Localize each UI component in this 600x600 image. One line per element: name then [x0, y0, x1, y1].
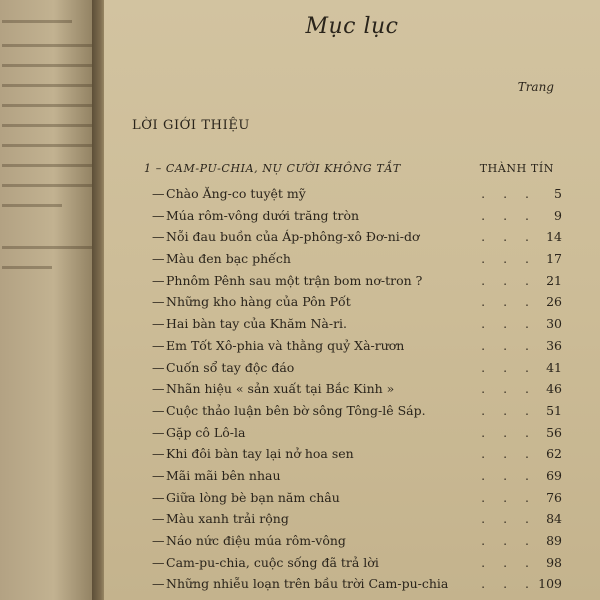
- entry-page-number: 51: [546, 402, 562, 418]
- entry-page-number: 5: [554, 186, 562, 201]
- dot-leader: . . .: [481, 446, 536, 462]
- entry-page-number: 46: [546, 381, 562, 397]
- entry-dash: —: [152, 186, 165, 201]
- entry-dash: —: [152, 229, 165, 245]
- toc-entry: [152, 357, 562, 379]
- toc-entry: [152, 183, 562, 205]
- entry-dash: —: [152, 381, 165, 397]
- faded-text-line: [2, 104, 92, 107]
- entry-page-number: 17: [546, 251, 562, 267]
- faded-text-line: [2, 44, 92, 47]
- entry-title: Náo nức điệu múa rôm-vông: [166, 533, 346, 548]
- entry-page-number: 56: [546, 424, 562, 440]
- entry-page-number: 9: [554, 207, 562, 223]
- entry-dash: —: [152, 511, 165, 527]
- entry-title: Giữa lòng bè bạn năm châu: [166, 489, 340, 505]
- toc-entry: [152, 205, 562, 227]
- entry-dash: —: [152, 359, 165, 375]
- faded-text-line: [2, 64, 92, 67]
- entry-page-number: 41: [546, 359, 562, 375]
- entry-dash: —: [152, 533, 165, 548]
- faded-text-line: [2, 246, 92, 249]
- entry-page-number: 69: [546, 467, 562, 483]
- toc-entry: [152, 443, 562, 465]
- dot-leader: . . .: [481, 272, 536, 288]
- toc-entry: [152, 378, 562, 400]
- entry-page-number: 89: [546, 533, 562, 548]
- dot-leader: . . .: [481, 424, 536, 440]
- dot-leader: . . .: [481, 251, 536, 267]
- dot-leader: . . .: [481, 576, 536, 592]
- dot-leader: . . .: [481, 554, 536, 570]
- entry-title: Cam-pu-chia, cuộc sống đã trả lời: [166, 554, 379, 570]
- entry-page-number: 30: [546, 316, 562, 332]
- dot-leader: . . .: [481, 381, 536, 397]
- entry-page-number: 98: [546, 554, 562, 570]
- dot-leader: . . .: [481, 294, 536, 310]
- entry-dash: —: [152, 576, 165, 592]
- introduction-heading: LỜI GIỚI THIỆU: [132, 118, 250, 133]
- entry-dash: —: [152, 402, 165, 418]
- toc-entry: [152, 487, 562, 509]
- faded-text-line: [2, 20, 72, 23]
- dot-leader: . . .: [481, 511, 536, 527]
- faded-text-line: [2, 84, 92, 87]
- faded-text-line: [2, 164, 92, 167]
- entry-title: Màu đen bạc phếch: [166, 251, 291, 267]
- faded-text-line: [2, 144, 92, 147]
- toc-entry: [152, 226, 562, 248]
- entry-title: Phnôm Pênh sau một trận bom nơ-tron ?: [166, 272, 423, 288]
- dot-leader: . . .: [481, 207, 536, 223]
- entry-page-number: 36: [546, 337, 562, 353]
- entry-title: Cuộc thảo luận bên bờ sông Tông-lê Sáp.: [166, 402, 426, 418]
- entry-dash: —: [152, 337, 165, 353]
- dot-leader: . . .: [481, 467, 536, 483]
- entry-dash: —: [152, 554, 165, 570]
- dot-leader: . . .: [481, 359, 536, 375]
- faded-text-line: [2, 184, 92, 187]
- dot-leader: . . .: [481, 533, 536, 548]
- dot-leader: . . .: [481, 229, 536, 245]
- entry-dash: —: [152, 294, 165, 310]
- toc-page: [104, 0, 600, 600]
- entry-page-number: 62: [546, 446, 562, 462]
- entry-title: Múa rôm-vông dưới trăng tròn: [166, 207, 360, 223]
- entry-page-number: 21: [546, 272, 562, 288]
- page-column-label: Trang: [517, 80, 554, 94]
- entry-dash: —: [152, 467, 165, 483]
- dot-leader: . . .: [481, 402, 536, 418]
- entry-title: Gặp cô Lô-la: [166, 424, 246, 440]
- toc-entry: [152, 508, 562, 530]
- entry-page-number: 76: [546, 489, 562, 505]
- entry-page-number: 84: [546, 511, 562, 527]
- dot-leader: . . .: [481, 186, 536, 201]
- page-title: Mục lục: [305, 14, 399, 39]
- entry-title: Những kho hàng của Pôn Pốt: [166, 294, 351, 310]
- entry-page-number: 14: [546, 229, 562, 245]
- dot-leader: . . .: [481, 337, 536, 353]
- entry-dash: —: [152, 489, 165, 505]
- faded-text-line: [2, 204, 62, 207]
- toc-entry: [152, 573, 562, 595]
- entry-title: Chào Ăng-co tuyệt mỹ: [166, 186, 306, 201]
- toc-entry: [152, 422, 562, 444]
- toc-entry: [152, 335, 562, 357]
- entry-page-number: 26: [546, 294, 562, 310]
- toc-entry: [152, 400, 562, 422]
- entry-title: Màu xanh trải rộng: [166, 511, 289, 527]
- toc-entry: [152, 270, 562, 292]
- toc-list: [152, 183, 562, 595]
- entry-title: Em Tốt Xô-phia và thằng quỷ Xà-rươn: [166, 337, 405, 353]
- toc-entry: [152, 530, 562, 552]
- entry-title: Khi đôi bàn tay lại nở hoa sen: [166, 446, 354, 462]
- dot-leader: . . .: [481, 316, 536, 332]
- entry-title: Mãi mãi bên nhau: [166, 467, 281, 483]
- toc-entry: [152, 313, 562, 335]
- entry-dash: —: [152, 251, 165, 267]
- section-heading: 1 – CAM-PU-CHIA, NỤ CƯỜI KHÔNG TẮT: [144, 162, 401, 175]
- entry-dash: —: [152, 272, 165, 288]
- toc-entry: [152, 552, 562, 574]
- toc-entry: [152, 465, 562, 487]
- dot-leader: . . .: [481, 489, 536, 505]
- toc-entry: [152, 248, 562, 270]
- entry-title: Nhãn hiệu « sản xuất tại Bắc Kinh »: [166, 381, 395, 397]
- entry-title: Những nhiễu loạn trên bầu trời Cam-pu-chia: [166, 576, 449, 592]
- entry-dash: —: [152, 316, 165, 332]
- entry-page-number: 109: [538, 576, 562, 592]
- faded-text-line: [2, 266, 52, 269]
- facing-page: [0, 0, 98, 600]
- toc-entry: [152, 291, 562, 313]
- entry-title: Hai bàn tay của Khăm Nà-ri.: [166, 316, 348, 332]
- entry-dash: —: [152, 207, 165, 223]
- entry-title: Cuốn sổ tay độc đáo: [166, 359, 295, 375]
- section-author: THÀNH TÍN: [479, 162, 554, 175]
- entry-dash: —: [152, 424, 165, 440]
- faded-text-line: [2, 124, 92, 127]
- entry-dash: —: [152, 446, 165, 462]
- entry-title: Nỗi đau buồn của Áp-phông-xô Đơ-ni-dơ: [166, 229, 420, 245]
